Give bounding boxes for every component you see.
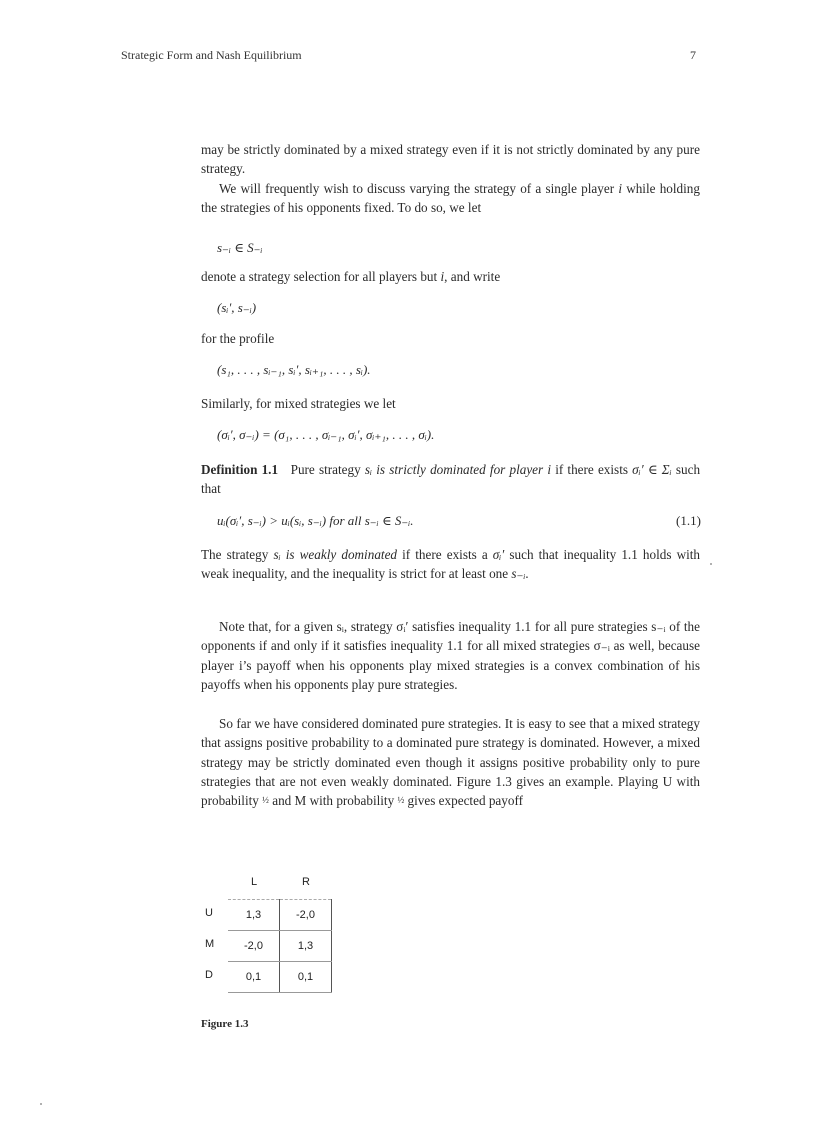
weak-text-c: such that inequality 1.1 holds with weak inequality, and the inequality is strict for at least one	[201, 547, 701, 582]
matrix-cell-d-l: 0,1	[228, 962, 280, 993]
equation-mixed-profile: (σᵢ′, σ₋ᵢ) = (σ₁, . . . , σᵢ₋₁, σᵢ′, σᵢ₊₁, . . . , σᵢ).	[217, 427, 435, 442]
so-far-text-a: So far we have considered dominated pure strategies. It is easy to see that a mixed strategy that assigns positive probability to a dominated pure strategy is dominated. However, a mixed strategy may be strictly dominated even though it assigns positive probability only to pure strategies that are not even weakly dominated. Figure 1.3 gives an example. Playing U with probability	[201, 716, 700, 809]
margin-mark	[40, 1103, 42, 1105]
definition-sigma-in-sigma: σᵢ′ ∈ Σᵢ	[632, 462, 672, 477]
matrix-column-label-r: R	[302, 876, 310, 888]
payoff-matrix	[228, 899, 332, 993]
matrix-row	[228, 900, 332, 931]
paragraph-2-text-b: while holding the strategies of his opponents fixed. To do so, we let	[201, 181, 700, 216]
paragraph-weak-dominance	[201, 545, 700, 584]
matrix-cell-u-l: 1,3	[228, 900, 280, 931]
paragraph-2-text-a: We will frequently wish to discuss varying the strategy of a single player	[219, 181, 619, 196]
definition-label: Definition 1.1	[201, 462, 279, 477]
equation-1-1: uᵢ(σᵢ′, s₋ᵢ) > uᵢ(sᵢ, s₋ᵢ) for all s₋ᵢ ∈ S₋ᵢ.	[217, 513, 414, 528]
weak-term: weakly dominated	[299, 547, 398, 562]
matrix-cell-d-r: 0,1	[280, 962, 332, 993]
definition-term-strictly-dominated: strictly dominated for player i	[389, 462, 552, 477]
matrix-row-label-d: D	[205, 969, 213, 981]
so-far-fraction-2: ½	[397, 795, 405, 806]
matrix-row	[228, 931, 332, 962]
paragraph-5	[201, 394, 700, 413]
matrix-cell-m-r: 1,3	[280, 931, 332, 962]
paragraph-2-var-i: i	[618, 181, 622, 196]
equation-s-minus-i: s₋ᵢ ∈ S₋ᵢ	[217, 240, 263, 255]
paragraph-3-text-b: , and write	[444, 269, 501, 284]
equation-1-1-number: (1.1)	[676, 513, 701, 528]
paragraph-1-text: may be strictly dominated by a mixed strategy even if it is not strictly dominated by any pure strategy.	[201, 142, 700, 177]
equation-profile-short: (sᵢ′, s₋ᵢ)	[217, 300, 257, 315]
weak-s-minus-i: s₋ᵢ.	[511, 566, 529, 582]
so-far-text-c: gives expected payoff	[404, 793, 524, 809]
paragraph-so-far	[201, 714, 700, 810]
so-far-fraction-1: ½	[262, 795, 269, 806]
matrix-cell-u-r: -2,0	[280, 900, 332, 931]
figure-caption: Figure 1.3	[201, 1018, 249, 1030]
definition-text-c: if there exists	[551, 462, 633, 477]
matrix-column-label-l: L	[251, 876, 258, 888]
matrix-cell-m-l: -2,0	[228, 931, 280, 962]
paragraph-3-text-a: denote a strategy selection for all players but	[201, 269, 441, 284]
paragraph-4	[201, 329, 700, 348]
weak-text-b: if there exists a	[397, 547, 493, 562]
paragraph-1	[201, 140, 700, 179]
definition-text-a: Pure strategy	[290, 462, 365, 477]
running-head: Strategic Form and Nash Equilibrium	[121, 48, 302, 62]
page-number: 7	[690, 48, 696, 62]
equation-profile-full: (s₁, . . . , sᵢ₋₁, sᵢ′, sᵢ₊₁, . . . , sᵢ).	[217, 362, 371, 377]
matrix-row	[228, 962, 332, 993]
paragraph-3	[201, 267, 700, 286]
definition-1-1	[201, 460, 700, 499]
weak-sigma-prime: σᵢ′	[492, 547, 505, 562]
paragraph-3-var-i: i	[440, 269, 445, 284]
paragraph-5-text: Similarly, for mixed strategies we let	[201, 396, 396, 411]
weak-text-a: The strategy	[201, 547, 274, 562]
margin-mark	[710, 563, 712, 565]
matrix-row-label-u: U	[205, 907, 213, 919]
matrix-row-label-m: M	[205, 938, 215, 950]
paragraph-2	[201, 179, 700, 218]
paragraph-note-text: Note that, for a given sᵢ, strategy σᵢ′ satisfies inequality 1.1 for all pure strategies s₋ᵢ of the opponents if and only if it satisfies inequality 1.1 for all mixed strategies σ₋ᵢ as well, because player i’s payoff when his opponents play mixed strategies is a convex combination of his payoffs when his opponents play pure strategies.	[201, 619, 700, 692]
so-far-text-b: and M with probability	[268, 793, 398, 809]
weak-var-s: sᵢ is	[273, 547, 295, 562]
definition-text-d: such that	[201, 462, 701, 497]
paragraph-note	[201, 617, 700, 694]
definition-var-s: sᵢ is	[364, 462, 386, 477]
paragraph-4-text: for the profile	[201, 331, 275, 346]
